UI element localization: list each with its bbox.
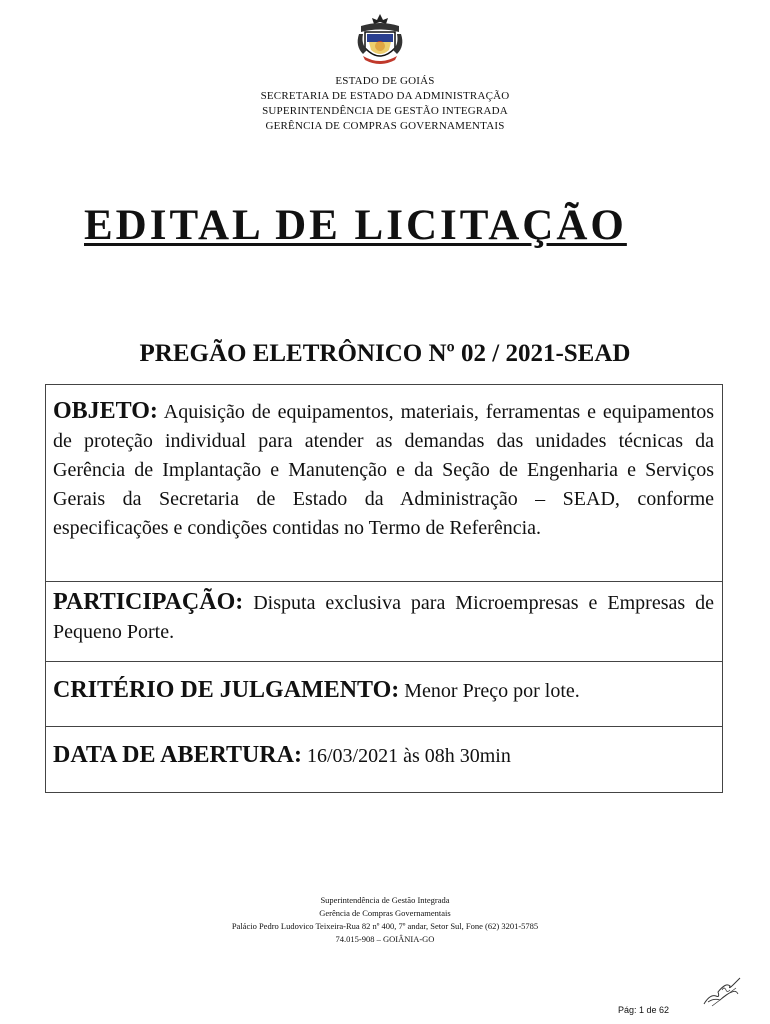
info-box bbox=[45, 384, 723, 793]
footer-line-superintendence: Superintendência de Gestão Integrada bbox=[320, 895, 450, 905]
header-line-state: ESTADO DE GOIÁS bbox=[335, 75, 435, 87]
section-participacao bbox=[46, 582, 722, 662]
footer-line-management: Gerência de Compras Governamentais bbox=[319, 908, 451, 918]
document-subtitle: PREGÃO ELETRÔNICO Nº 02 / 2021-SEAD bbox=[139, 340, 631, 367]
participacao-text: Disputa exclusiva para Microempresas e Empresas de Pequeno Porte. bbox=[53, 592, 714, 643]
page-number: Pág: 1 de 62 bbox=[618, 1005, 670, 1015]
document-title: EDITAL DE LICITAÇÃO bbox=[84, 202, 627, 249]
objeto-text: Aquisição de equipamentos, materiais, ferramentas e equipamentos de proteção individual para atender as demandas das unidades técnicas da Gerência de Implantação e Manutenção e da Seção de Engenharia e Serviços Gerais da Secretaria de Estado da Administração – SEAD, conforme especificações e condições contidas no Termo de Referência. bbox=[53, 401, 714, 539]
header-line-secretariat: SECRETARIA DE ESTADO DA ADMINISTRAÇÃO bbox=[260, 90, 510, 102]
criterio-label: CRITÉRIO DE JULGAMENTO: bbox=[53, 677, 400, 703]
header-line-management: GERÊNCIA DE COMPRAS GOVERNAMENTAIS bbox=[265, 120, 505, 132]
footer-line-address: Palácio Pedro Ludovico Teixeira-Rua 82 nº 400, 7º andar, Setor Sul, Fone (62) 3201-5785 bbox=[231, 921, 539, 931]
document-footer bbox=[0, 894, 770, 946]
footer-line-zip-city: 74.015-908 – GOIÂNIA-GO bbox=[335, 934, 435, 944]
data-abertura-text: 16/03/2021 às 08h 30min bbox=[306, 745, 511, 767]
section-criterio bbox=[46, 662, 722, 727]
document-header bbox=[0, 74, 770, 134]
participacao-label: PARTICIPAÇÃO: bbox=[53, 589, 244, 615]
section-objeto bbox=[46, 385, 722, 582]
objeto-label: OBJETO: bbox=[53, 398, 158, 424]
goias-coat-of-arms-icon bbox=[355, 12, 405, 68]
criterio-text: Menor Preço por lote. bbox=[404, 680, 580, 702]
data-abertura-label: DATA DE ABERTURA: bbox=[53, 742, 302, 768]
handwritten-signature-icon bbox=[700, 972, 744, 1008]
header-line-superintendence: SUPERINTENDÊNCIA DE GESTÃO INTEGRADA bbox=[262, 105, 508, 117]
section-data-abertura bbox=[46, 727, 722, 792]
